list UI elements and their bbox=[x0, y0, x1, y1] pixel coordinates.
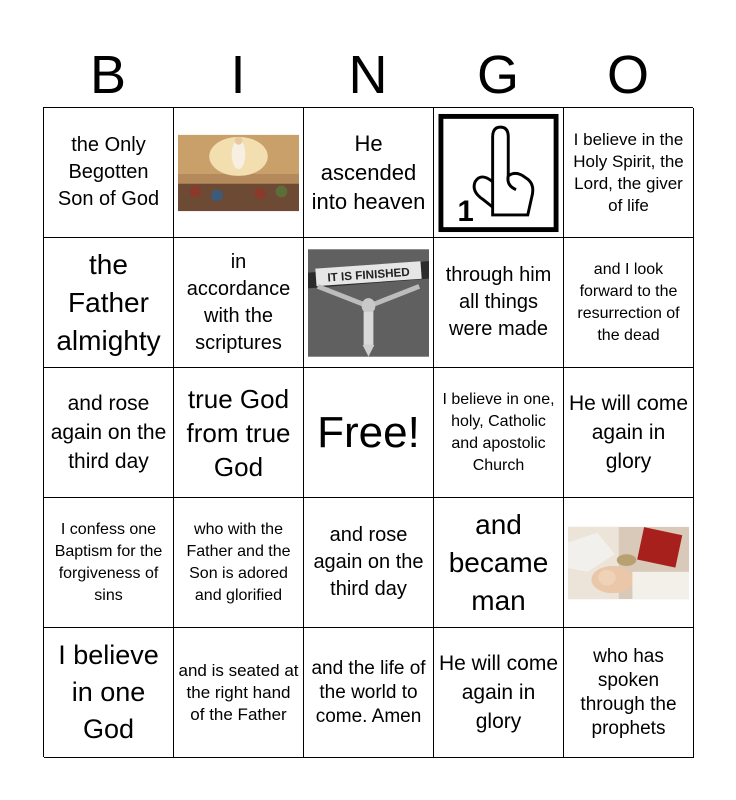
bingo-cell[interactable] bbox=[174, 498, 304, 628]
bingo-cell[interactable] bbox=[44, 108, 174, 238]
sign-language-one-icon bbox=[438, 112, 559, 234]
cell-text: in accordance with the scriptures bbox=[186, 250, 291, 354]
cell-text: the Only Begotten Son of God bbox=[57, 134, 160, 210]
bingo-cell[interactable] bbox=[434, 628, 564, 758]
header-letter-b: B bbox=[89, 45, 127, 105]
cell-text: and is seated at the right hand of the Father bbox=[178, 660, 299, 724]
cell-text: Free! bbox=[317, 407, 420, 457]
bingo-cell[interactable] bbox=[304, 238, 434, 368]
bingo-cell[interactable] bbox=[564, 498, 694, 628]
bingo-cell[interactable] bbox=[44, 498, 174, 628]
header-letter-o: O bbox=[606, 45, 649, 105]
cell-text: and became man bbox=[448, 508, 549, 616]
cell-text: who has spoken through the prophets bbox=[580, 645, 677, 739]
crucifixion-image bbox=[308, 242, 429, 364]
bingo-cell[interactable] bbox=[434, 108, 564, 238]
cell-text: I believe in one, holy, Catholic and apostolic Church bbox=[442, 390, 555, 474]
bingo-cell[interactable] bbox=[174, 368, 304, 498]
cell-text: I believe in the Holy Spirit, the Lord, the giver of life bbox=[573, 129, 684, 215]
bingo-card bbox=[43, 107, 693, 757]
header-letter-i: I bbox=[230, 45, 246, 105]
cell-text: I believe in one God bbox=[58, 640, 159, 744]
bingo-cell[interactable] bbox=[434, 368, 564, 498]
cell-text: and the life of the world to come. Amen bbox=[311, 657, 426, 727]
cell-text: true God from true God bbox=[186, 383, 291, 482]
cell-text: the Father almighty bbox=[56, 248, 161, 356]
bingo-cell[interactable] bbox=[174, 628, 304, 758]
cell-text: I confess one Baptism for the forgiveness of sins bbox=[54, 520, 163, 604]
bingo-cell[interactable] bbox=[174, 238, 304, 368]
bingo-cell[interactable] bbox=[304, 628, 434, 758]
ascension-painting-image bbox=[178, 112, 299, 234]
cell-text: He will come again in glory bbox=[438, 652, 559, 733]
cell-text: through him all things were made bbox=[445, 264, 552, 340]
cell-text: He ascended into heaven bbox=[311, 131, 426, 214]
cell-text: who with the Father and the Son is adored and glorified bbox=[186, 520, 291, 604]
cell-text: and rose again on the third day bbox=[50, 392, 167, 473]
bingo-cell[interactable] bbox=[44, 238, 174, 368]
bingo-cell[interactable] bbox=[304, 498, 434, 628]
cell-text: and I look forward to the resurrection of the dead bbox=[577, 260, 680, 344]
bingo-cell[interactable] bbox=[174, 108, 304, 238]
bingo-cell[interactable] bbox=[44, 368, 174, 498]
header-letter-n: N bbox=[348, 45, 388, 105]
bingo-header bbox=[43, 44, 693, 106]
bingo-cell[interactable] bbox=[44, 628, 174, 758]
bingo-cell[interactable] bbox=[304, 108, 434, 238]
bingo-cell[interactable] bbox=[564, 108, 694, 238]
bingo-cell[interactable] bbox=[564, 238, 694, 368]
bingo-cell[interactable] bbox=[434, 238, 564, 368]
cell-text: IT IS FINISHED bbox=[327, 265, 411, 284]
bingo-cell[interactable] bbox=[564, 628, 694, 758]
cell-text: and rose again on the third day bbox=[313, 524, 424, 600]
bingo-cell[interactable] bbox=[434, 498, 564, 628]
bingo-cell[interactable] bbox=[564, 368, 694, 498]
cell-text: 1 bbox=[457, 195, 474, 228]
header-letter-g: G bbox=[476, 45, 519, 105]
cell-text: He will come again in glory bbox=[568, 392, 689, 473]
baptism-photo-image bbox=[568, 502, 689, 624]
free-space[interactable] bbox=[304, 368, 434, 498]
